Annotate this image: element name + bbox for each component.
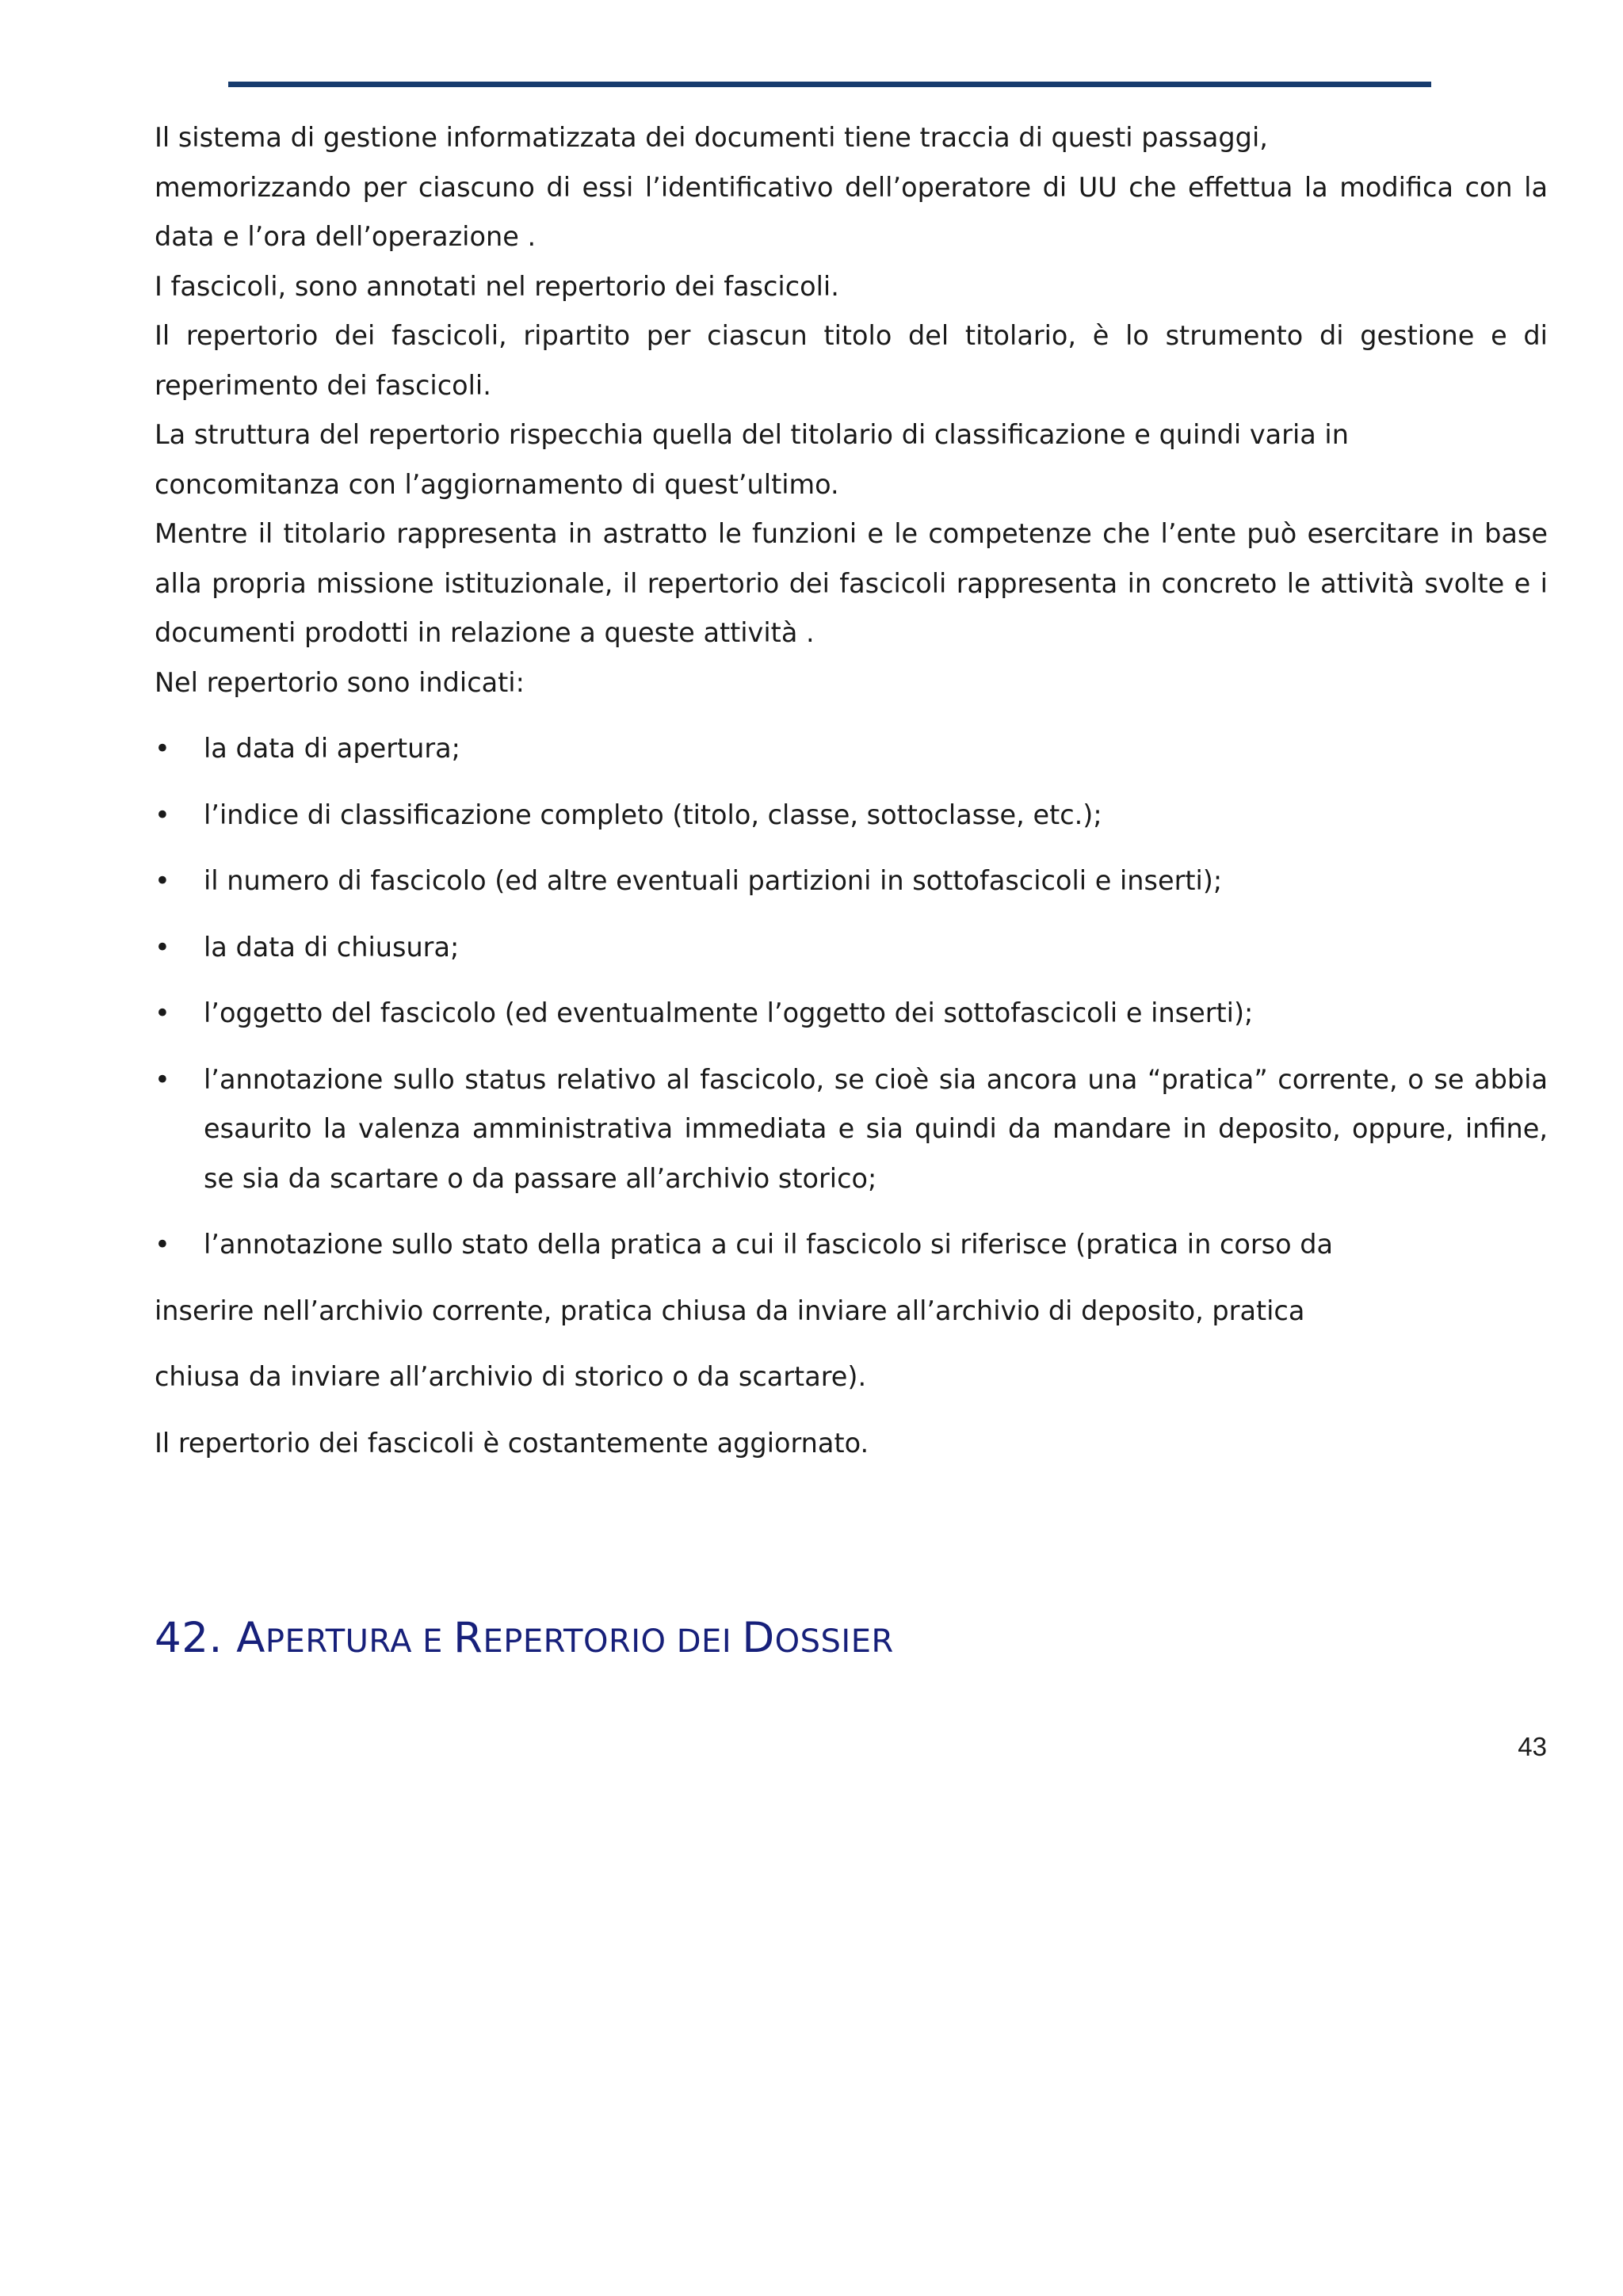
list-item	[155, 923, 1548, 973]
list-item-text: l’annotazione sullo stato della pratica a cui il fascicolo si riferisce (pratica in corso da	[204, 1229, 1334, 1260]
page-body	[155, 113, 1548, 1485]
list-item-text: la data di apertura;	[204, 733, 460, 764]
page-number: 43	[1518, 1732, 1547, 1761]
continuation-text	[155, 1287, 1548, 1469]
list-item-text: l’indice di classificazione completo (titolo, classe, sottoclasse, etc.);	[204, 799, 1102, 830]
paragraph: Nel repertorio sono indicati:	[155, 666, 525, 698]
paragraph: memorizzando per ciascuno di essi l’identificativo dell’operatore di UU che effettua la modifica con la data e l’ora dell’operazione .	[155, 171, 1548, 252]
list-item	[155, 1220, 1548, 1270]
paragraph: Il sistema di gestione informatizzata dei documenti tiene traccia di questi passaggi,	[155, 122, 1268, 153]
paragraph: concomitanza con l’aggiornamento di quest’ultimo.	[155, 468, 839, 500]
bullet-icon: •	[155, 865, 170, 896]
bullet-icon: •	[155, 1063, 170, 1095]
bullet-icon: •	[155, 997, 170, 1028]
paragraph: I fascicoli, sono annotati nel repertorio dei fascicoli.	[155, 270, 839, 302]
heading-text: PERTURA E	[265, 1623, 454, 1660]
list-item-text: l’oggetto del fascicolo (ed eventualmente l’oggetto dei sottofascicoli e inserti);	[204, 997, 1254, 1028]
bullet-icon: •	[155, 931, 170, 963]
section-heading	[155, 1607, 894, 1673]
list-item	[155, 791, 1548, 841]
list-item-text: l’annotazione sullo status relativo al fascicolo, se cioè sia ancora una “pratica” corrente, o se abbia esaurito la valenza amministrativa immediata e sia quindi da mandare in deposito, oppure, infine, se sia da scartare o da passare all’archivio storico;	[204, 1063, 1548, 1194]
bullet-list	[155, 724, 1548, 1270]
paragraph: chiusa da inviare all’archivio di storico o da scartare).	[155, 1361, 867, 1392]
header-rule	[228, 82, 1431, 87]
paragraph: inserire nell’archivio corrente, pratica chiusa da inviare all’archivio di deposito, pratica	[155, 1295, 1305, 1326]
bullet-icon: •	[155, 733, 170, 764]
heading-text: EPERTORIO DEI	[483, 1623, 743, 1660]
section-number: 42.	[155, 1614, 223, 1662]
paragraph: La struttura del repertorio rispecchia quella del titolario di classificazione e quindi varia in	[155, 419, 1349, 450]
paragraph: Il repertorio dei fascicoli, ripartito per ciascun titolo del titolario, è lo strumento di gestione e di reperimento dei fascicoli.	[155, 320, 1548, 401]
list-item	[155, 989, 1548, 1039]
list-item-text: la data di chiusura;	[204, 931, 460, 963]
list-item	[155, 1055, 1548, 1204]
heading-text: D	[742, 1614, 775, 1662]
list-item	[155, 856, 1548, 906]
paragraph: Mentre il titolario rappresenta in astratto le funzioni e le competenze che l’ente può esercitare in base alla propria missione istituzionale, il repertorio dei fascicoli rappresenta in concreto le attività svolte e i documenti prodotti in relazione a queste attività .	[155, 518, 1548, 648]
bullet-icon: •	[155, 799, 170, 830]
heading-text: A	[236, 1614, 265, 1662]
heading-text: OSSIER	[774, 1623, 894, 1660]
list-item	[155, 724, 1548, 774]
bullet-icon: •	[155, 1229, 170, 1260]
heading-text: R	[453, 1614, 483, 1662]
paragraph: Il repertorio dei fascicoli è costantemente aggiornato.	[155, 1427, 869, 1459]
list-item-text: il numero di fascicolo (ed altre eventuali partizioni in sottofascicoli e inserti);	[204, 865, 1223, 896]
